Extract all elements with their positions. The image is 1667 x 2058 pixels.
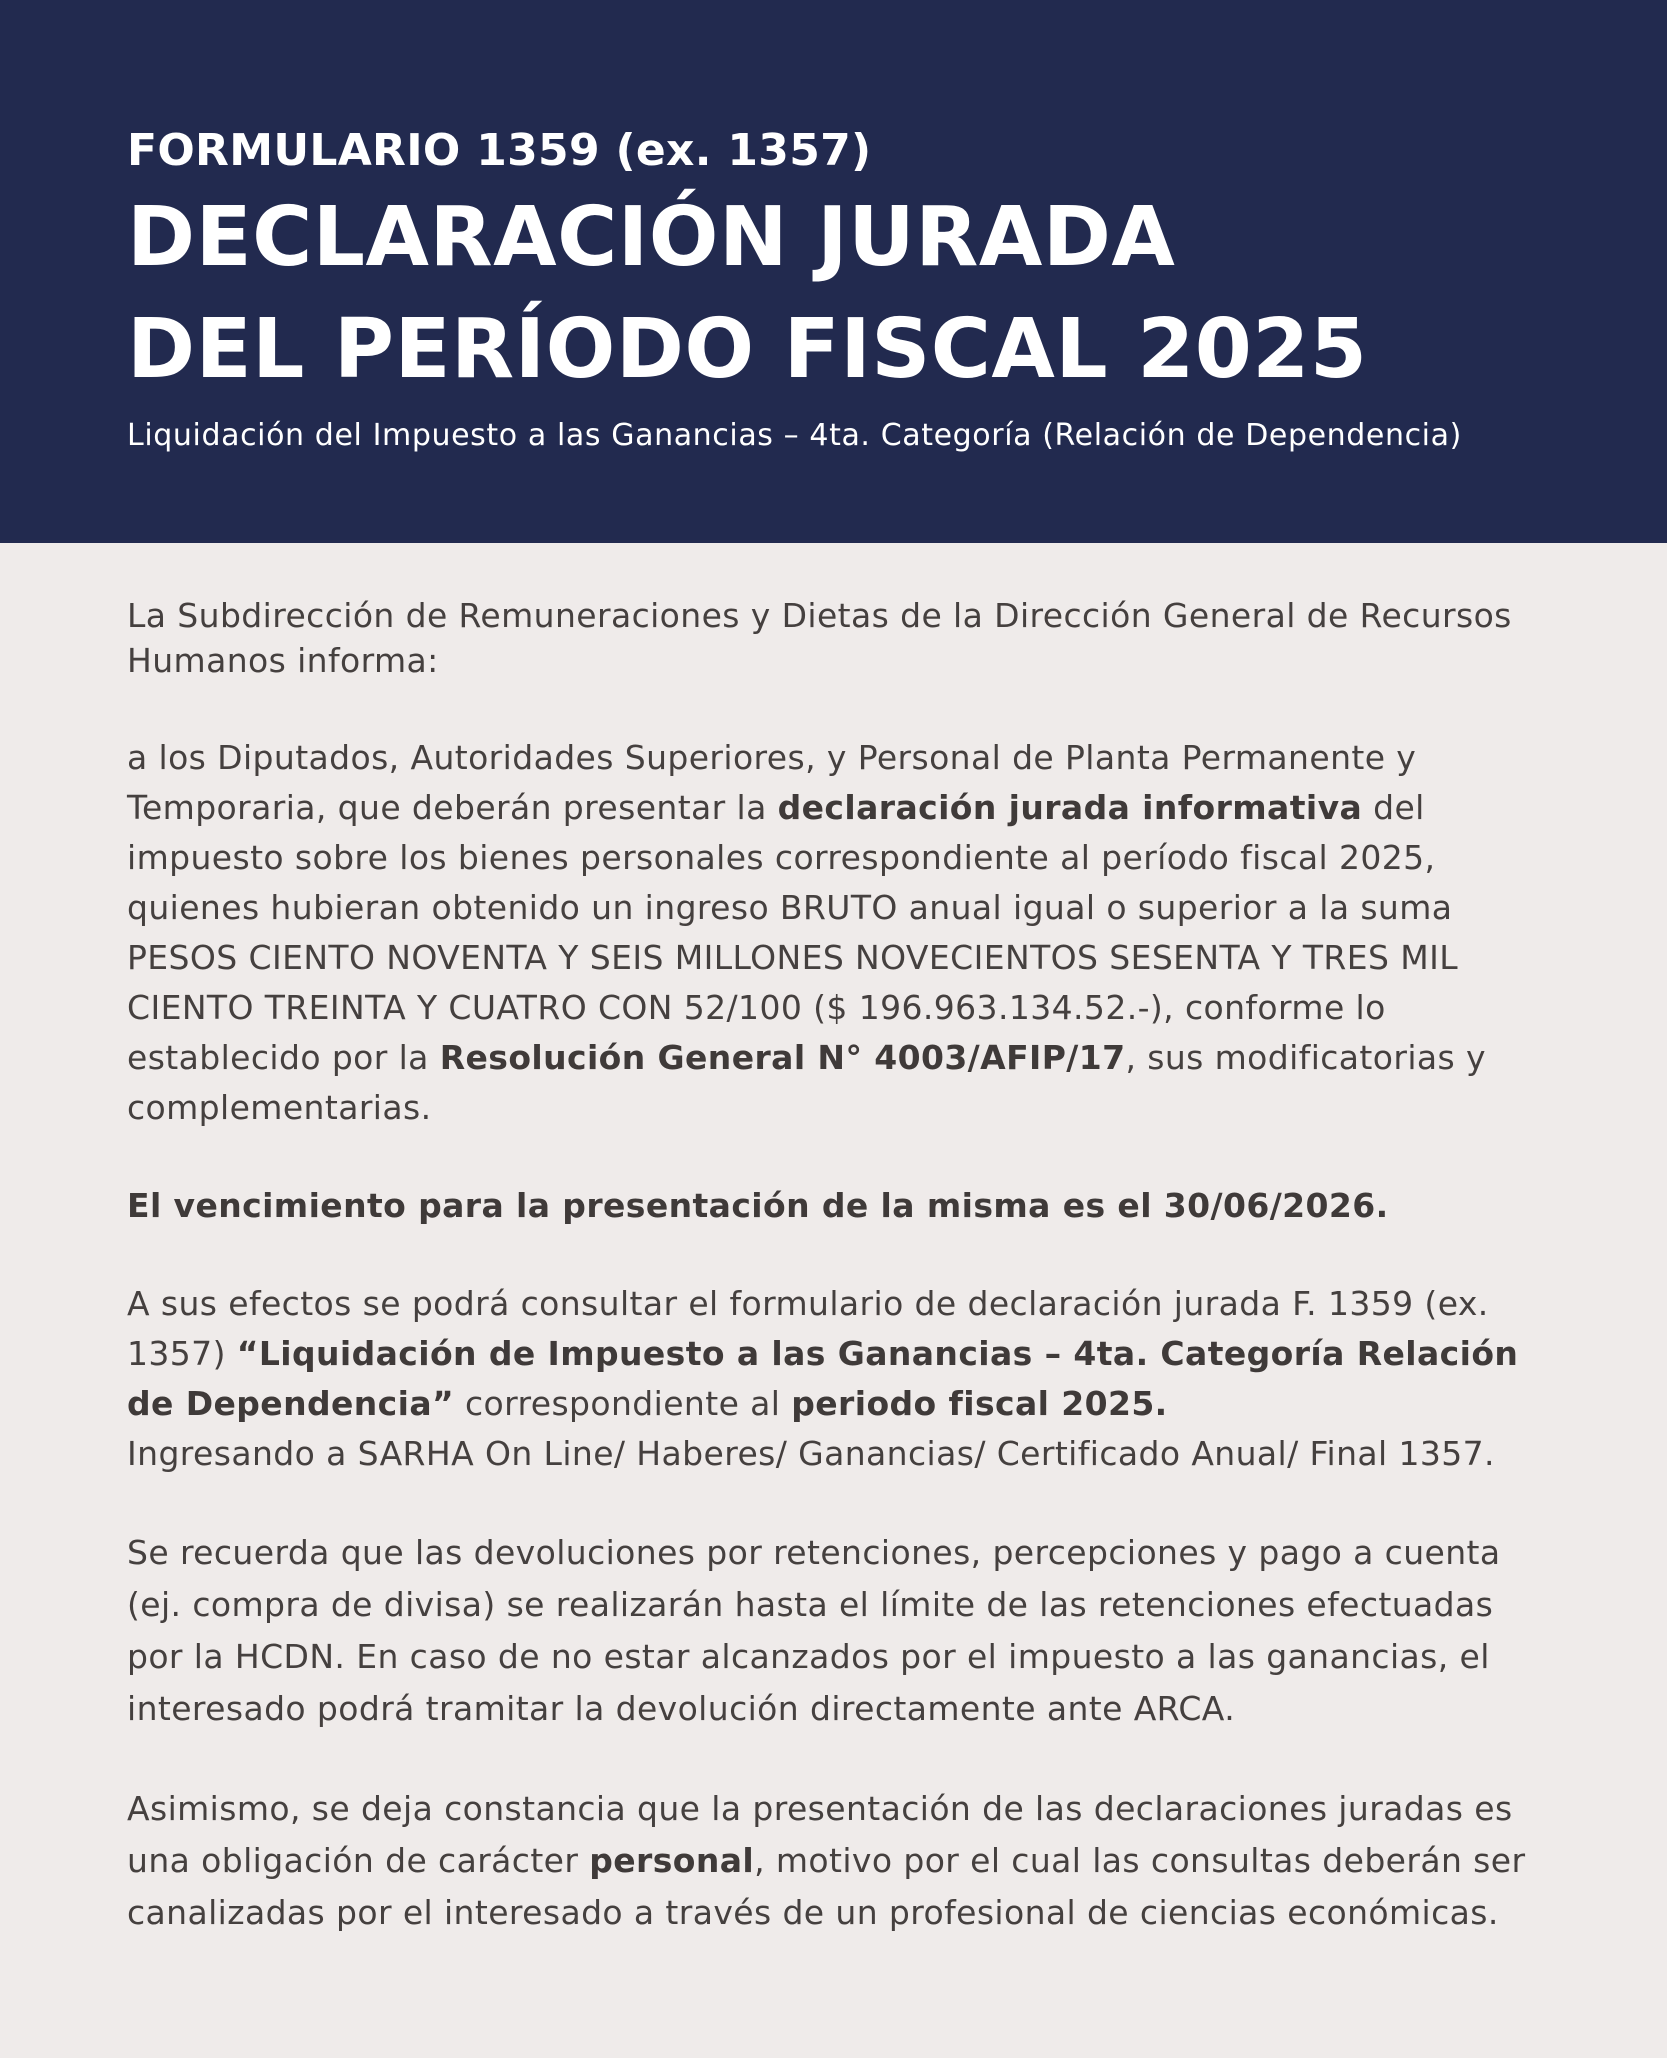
- personal-bold: personal: [589, 1841, 755, 1880]
- form-ref-text-2: correspondiente al: [454, 1384, 792, 1423]
- title-line-2: DEL PERÍODO FISCAL 2025: [127, 302, 1368, 397]
- subtitle: Liquidación del Impuesto a las Ganancias – 4ta. Categoría (Relación de Dependencia): [127, 418, 1462, 453]
- document-body: [0, 543, 1667, 1939]
- obligation-text-3: , sus modificatorias y complementarias.: [127, 1038, 1486, 1127]
- obligation-bold-1: declaración jurada informativa: [777, 788, 1363, 827]
- deadline-paragraph: [127, 1181, 1557, 1231]
- resolution-reference: Resolución General N° 4003/AFIP/17: [439, 1038, 1126, 1077]
- personal-obligation-paragraph: [127, 1783, 1557, 1939]
- form-reference-paragraph: [127, 1279, 1557, 1479]
- form-id: FORMULARIO 1359 (ex. 1357): [127, 125, 872, 176]
- page-title: [127, 182, 1667, 406]
- form-ref-bold-period: periodo fiscal 2025.: [791, 1384, 1168, 1423]
- obligation-text-2: del impuesto sobre los bienes personales correspondiente al período fiscal 2025, quienes hubieran obtenido un ingreso BRUTO anual igual o superior a la suma PESOS CIENTO NOVENTA Y SEIS MILLONES NOVECIENTOS SESENTA Y TRES MIL CIENTO TREINTA Y CUATRO CON 52/100 ($ 196.963.134.52.-), conforme lo establecido por la: [127, 788, 1458, 1077]
- form-ref-bold-title: “Liquidación de Impuesto a las Ganancias – 4ta. Categoría Relación de Dependencia”: [127, 1334, 1519, 1423]
- personal-text-1: Asimismo, se deja constancia que la presentación de las declaraciones juradas es una obligación de carácter: [127, 1789, 1513, 1880]
- form-ref-text-1: A sus efectos se podrá consultar el formulario de declaración jurada F. 1359 (ex. 1357): [127, 1284, 1489, 1373]
- title-line-1: DECLARACIÓN JURADA: [127, 190, 1176, 285]
- intro-paragraph: La Subdirección de Remuneraciones y Dietas de la Dirección General de Recursos Humanos informa:: [127, 596, 1512, 680]
- personal-text-2: , motivo por el cual las consultas deberán ser canalizadas por el interesado a través de un profesional de ciencias económicas.: [127, 1841, 1526, 1932]
- obligation-paragraph: [127, 733, 1557, 1133]
- header-banner: [0, 0, 1667, 543]
- deadline-text: El vencimiento para la presentación de la misma es el 30/06/2026.: [127, 1186, 1389, 1225]
- obligation-text-1: a los Diputados, Autoridades Superiores, y Personal de Planta Permanente y Temporaria, que deberán presentar la: [127, 738, 1417, 827]
- refund-paragraph: Se recuerda que las devoluciones por retenciones, percepciones y pago a cuenta (ej. compra de divisa) se realizarán hasta el límite de las retenciones efectuadas por la HCDN. En caso de no estar alcanzados por el impuesto a las ganancias, el interesado podrá tramitar la devolución directamente ante ARCA.: [127, 1533, 1501, 1728]
- navigation-path: Ingresando a SARHA On Line/ Haberes/ Ganancias/ Certificado Anual/ Final 1357.: [127, 1434, 1495, 1473]
